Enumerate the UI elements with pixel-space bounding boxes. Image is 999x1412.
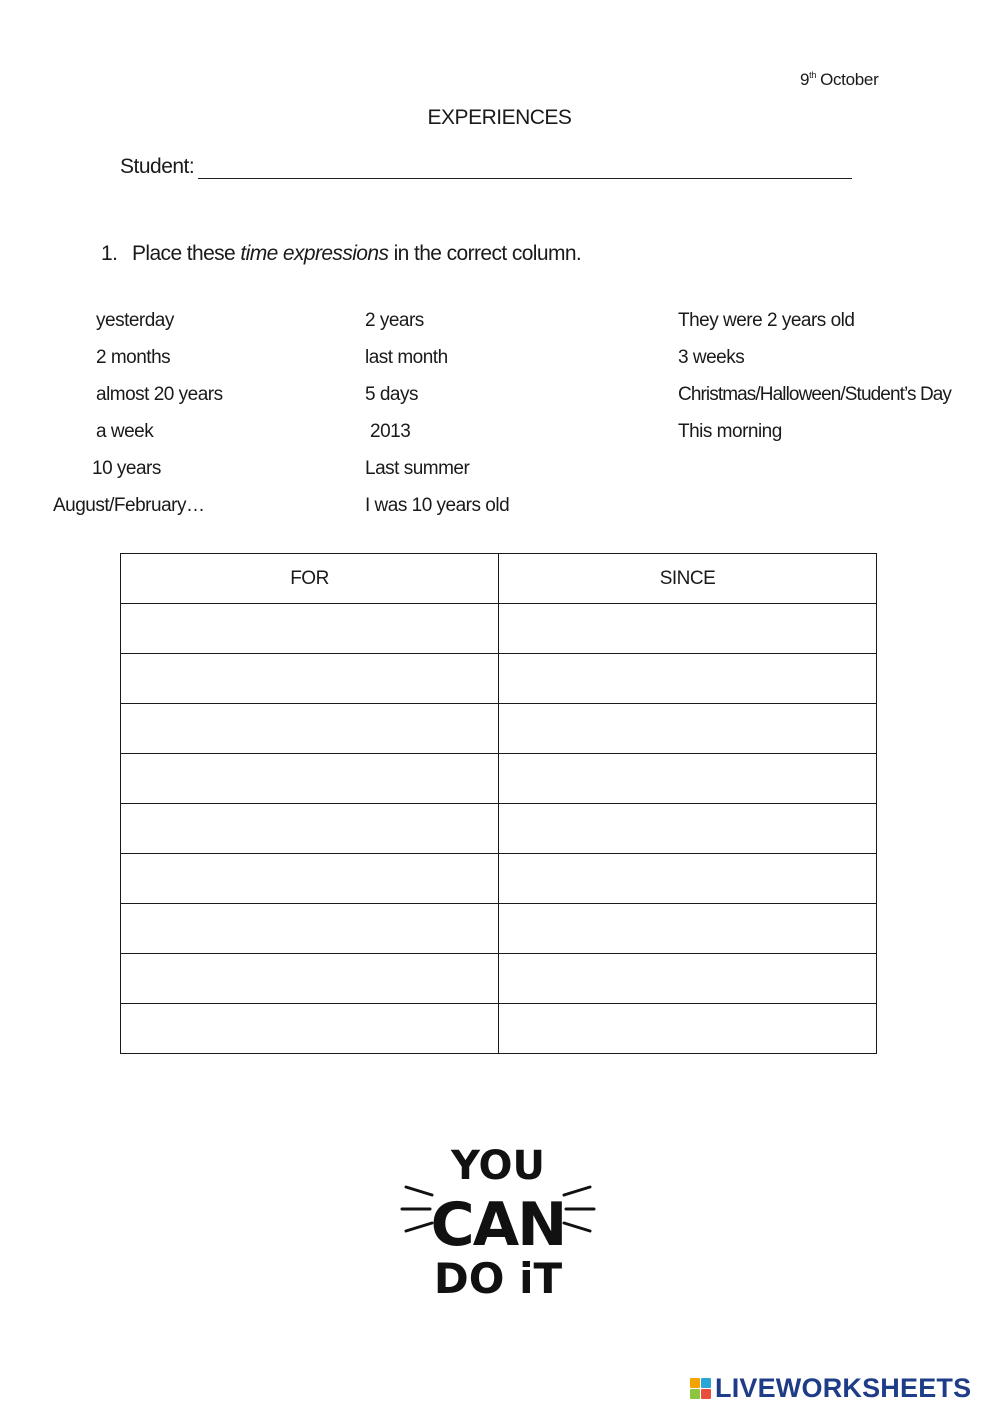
date [800,70,878,90]
for-drop-cell[interactable] [121,854,499,904]
expression-item: They were 2 years old [678,310,855,331]
expression-item: I was 10 years old [365,495,510,516]
for-drop-cell[interactable] [121,804,499,854]
for-drop-cell[interactable] [121,954,499,1004]
since-drop-cell[interactable] [499,854,877,904]
expression-item: 2 years [365,310,424,331]
image-text-do-it: DO iT [433,1254,563,1303]
brand-name: LIVEWORKSHEETS [715,1372,972,1403]
image-text-can: CAN [430,1190,566,1260]
for-drop-cell[interactable] [121,1004,499,1054]
liveworksheets-logo [690,1372,971,1404]
expression-item: 2013 [370,421,411,442]
expression-item: Christmas/Halloween/Student’s Day [678,384,952,405]
since-drop-cell[interactable] [499,954,877,1004]
expression-item: yesterday [96,310,174,331]
date-day: 9 [800,70,810,89]
for-drop-cell[interactable] [121,904,499,954]
since-drop-cell[interactable] [499,604,877,654]
for-drop-cell[interactable] [121,704,499,754]
student-label: Student: [120,155,195,178]
image-text-you: YOU [450,1143,546,1189]
you-can-do-it-image [398,1135,598,1305]
expression-item: 5 days [365,384,418,405]
expression-item: 3 weeks [678,347,745,368]
instruction-text-before: Place these [132,242,236,265]
exercise-number: 1. [101,242,118,265]
table-row [121,654,877,704]
table-header-row [121,554,877,604]
table-row [121,704,877,754]
expression-item: 10 years [92,458,161,479]
since-drop-cell[interactable] [499,654,877,704]
column-header-since: SINCE [499,554,877,604]
expression-item: 2 months [96,347,171,368]
table-row [121,604,877,654]
date-suffix: th [809,70,817,81]
instruction-text-italic: time expressions [240,242,389,265]
expression-item: last month [365,347,448,368]
since-drop-cell[interactable] [499,804,877,854]
table-row [121,754,877,804]
logo-blocks-icon [690,1378,711,1399]
table-row [121,854,877,904]
expression-item: This morning [678,421,782,442]
since-drop-cell[interactable] [499,904,877,954]
exercise-instruction [101,242,581,266]
since-drop-cell[interactable] [499,754,877,804]
expression-item: Last summer [365,458,470,479]
for-drop-cell[interactable] [121,654,499,704]
table-row [121,954,877,1004]
for-drop-cell[interactable] [121,604,499,654]
since-drop-cell[interactable] [499,1004,877,1054]
for-drop-cell[interactable] [121,754,499,804]
date-month: October [820,70,879,89]
student-field [120,155,852,179]
page-title: EXPERIENCES [427,106,572,129]
table-row [121,804,877,854]
table-row [121,904,877,954]
expression-item: August/February… [53,495,205,516]
student-name-line[interactable] [198,156,852,179]
expression-item: almost 20 years [96,384,223,405]
column-header-for: FOR [121,554,499,604]
since-drop-cell[interactable] [499,704,877,754]
instruction-text-after: in the correct column. [393,242,582,265]
table-row [121,1004,877,1054]
answer-table [120,553,877,1054]
expression-item: a week [96,421,154,442]
